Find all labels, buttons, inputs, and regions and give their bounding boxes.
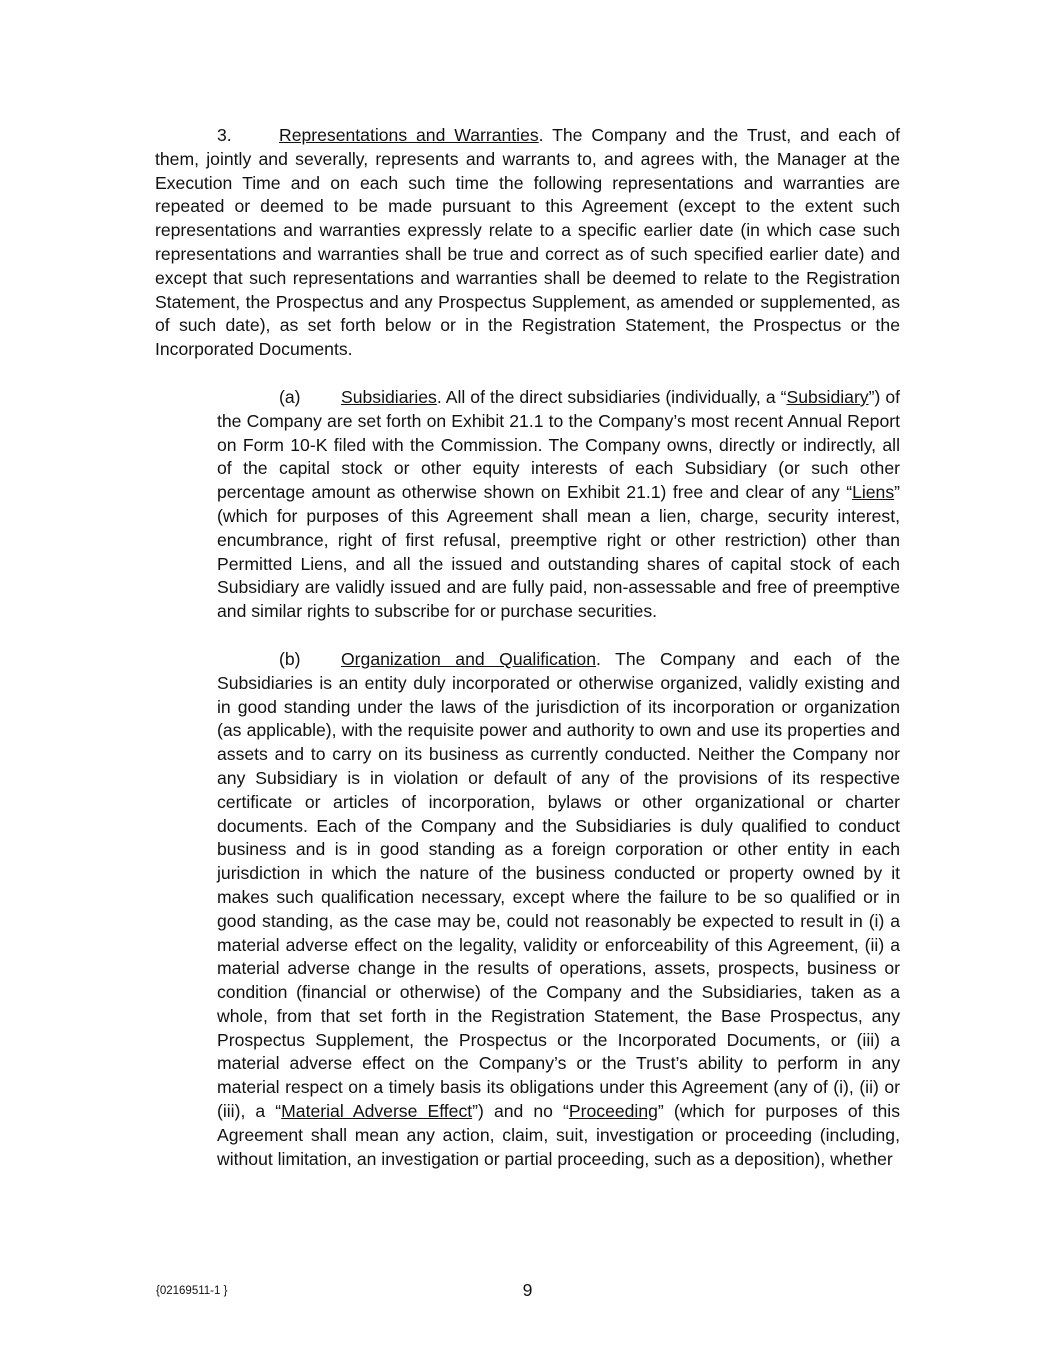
section-text: . The Company and the Trust, and each of them, jointly and severally, represents and warrants to, and agrees with, the Manager at the Execution Time and on each such time the following representations and warranties are repeated or deemed to be made pursuant to this Agreement (except to the extent such representations and warranties expressly relate to a specific earlier date (in which case such representations and warranties shall be true and correct as of such specified earlier date) and except that such representations and warranties shall be deemed to relate to the Registration Statement, the Prospectus and any Prospectus Supplement, as amended or supplemented, as of such date), as set forth below or in the Registration Statement, the Prospectus or the Incorporated Documents. <box>155 125 900 360</box>
defined-term: Material Adverse Effect <box>281 1101 473 1122</box>
subsection-label: (a) <box>279 386 301 407</box>
subsection-text: ” (which for purposes of this Agreement shall mean a lien, charge, security interest, encumbrance, right of first refusal, preemptive right or other restriction) other than Permitted Liens, and all the issued and outstanding shares of capital stock of each Subsidiary are validly issued and are fully paid, non-assessable and free of preemptive and similar rights to subscribe for or purchase securities. <box>217 482 900 622</box>
section-3-paragraph <box>155 124 900 362</box>
footer-document-id: {02169511-1 } <box>156 1285 228 1297</box>
subsection-text: . All of the direct subsidiaries (individually, a “ <box>436 386 787 407</box>
subsection-text: ” (which for purposes of this Agreement shall mean any action, claim, suit, investigation or proceeding (including, without limitation, an investigation or partial proceeding, such as a deposition), whether <box>217 1101 900 1169</box>
document-body <box>155 124 900 1171</box>
page-number: 9 <box>522 1280 533 1300</box>
section-number: 3. <box>217 125 232 145</box>
subsection-text: ”) of the Company are set forth on Exhibit 21.1 to the Company’s most recent Annual Report on Form 10-K filed with the Commission. The Company owns, directly or indirectly, all of the capital stock or other equity interests of each Subsidiary (or such other percentage amount as otherwise shown on Exhibit 21.1) free and clear of any “ <box>217 386 900 503</box>
defined-term: Subsidiary <box>786 386 869 407</box>
subsection-heading: Organization and Qualification <box>341 648 596 669</box>
subsection-b-paragraph <box>217 648 900 1172</box>
section-heading: Representations and Warranties <box>279 125 539 145</box>
subsection-label: (b) <box>279 648 301 669</box>
subsection-heading: Subsidiaries <box>341 386 437 407</box>
defined-term: Liens <box>852 482 895 503</box>
subsection-a-paragraph <box>217 386 900 624</box>
subsection-text: . The Company and each of the Subsidiaries is an entity duly incorporated or otherwise organized, validly existing and in good standing under the laws of the jurisdiction of its incorporation or organization (as applicable), with the requisite power and authority to own and use its properties and assets and to carry on its business as currently conducted. Neither the Company nor any Subsidiary is in violation or default of any of the provisions of its respective certificate or articles of incorporation, bylaws or other organizational or charter documents. Each of the Company and the Subsidiaries is duly qualified to conduct business and is in good standing as a foreign corporation or other entity in each jurisdiction in which the nature of the business conducted or property owned by it makes such qualification necessary, except where the failure to be so qualified or in good standing, as the case may be, could not reasonably be expected to result in (i) a material adverse effect on the legality, validity or enforceability of this Agreement, (ii) a material adverse change in the results of operations, assets, prospects, business or condition (financial or otherwise) of the Company and the Subsidiaries, taken as a whole, from that set forth in the Registration Statement, the Base Prospectus, any Prospectus Supplement, the Prospectus or the Incorporated Documents, or (iii) a material adverse effect on the Company’s or the Trust’s ability to perform in any material respect on a timely basis its obligations under this Agreement (any of (i), (ii) or (iii), a “ <box>217 648 901 1122</box>
defined-term: Proceeding <box>568 1101 658 1122</box>
subsection-text: ”) and no “ <box>472 1101 569 1122</box>
